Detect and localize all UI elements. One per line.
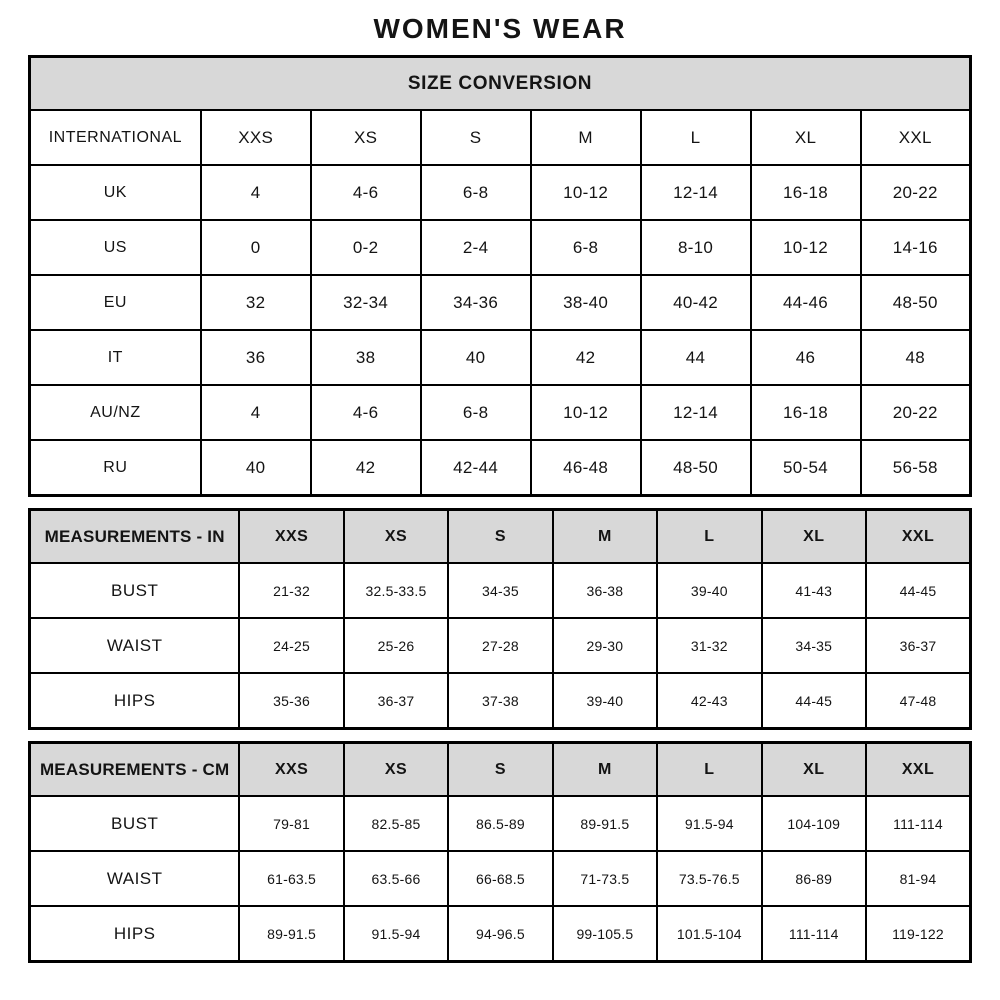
value-cell: S xyxy=(421,110,531,165)
value-cell: 42-43 xyxy=(657,673,761,729)
value-cell: 38 xyxy=(311,330,421,385)
row-label: WAIST xyxy=(30,618,240,673)
row-label: BUST xyxy=(30,563,240,618)
value-cell: 42 xyxy=(311,440,421,496)
value-cell: 40-42 xyxy=(641,275,751,330)
size-column-header: XXL xyxy=(866,743,971,797)
value-cell: 89-91.5 xyxy=(239,906,343,962)
table-row xyxy=(30,275,971,330)
value-cell: 73.5-76.5 xyxy=(657,851,761,906)
value-cell: 21-32 xyxy=(239,563,343,618)
value-cell: 91.5-94 xyxy=(344,906,448,962)
row-label: INTERNATIONAL xyxy=(30,110,201,165)
value-cell: 12-14 xyxy=(641,385,751,440)
value-cell: 6-8 xyxy=(421,165,531,220)
measurements-in-body xyxy=(30,563,971,729)
value-cell: 66-68.5 xyxy=(448,851,552,906)
size-conversion-header-row xyxy=(30,57,971,111)
size-column-header: S xyxy=(448,510,552,564)
value-cell: 29-30 xyxy=(553,618,657,673)
value-cell: 14-16 xyxy=(861,220,971,275)
size-column-header: XS xyxy=(344,510,448,564)
value-cell: 6-8 xyxy=(531,220,641,275)
value-cell: 111-114 xyxy=(762,906,866,962)
value-cell: 39-40 xyxy=(657,563,761,618)
table-row xyxy=(30,563,971,618)
value-cell: 32 xyxy=(201,275,311,330)
value-cell: 46 xyxy=(751,330,861,385)
table-row xyxy=(30,906,971,962)
row-label: EU xyxy=(30,275,201,330)
value-cell: 104-109 xyxy=(762,796,866,851)
table-row xyxy=(30,165,971,220)
value-cell: 119-122 xyxy=(866,906,971,962)
value-cell: 4-6 xyxy=(311,385,421,440)
size-conversion-table xyxy=(28,55,972,497)
value-cell: 31-32 xyxy=(657,618,761,673)
table-row xyxy=(30,220,971,275)
size-column-header: L xyxy=(657,510,761,564)
value-cell: 32.5-33.5 xyxy=(344,563,448,618)
value-cell: 81-94 xyxy=(866,851,971,906)
value-cell: 63.5-66 xyxy=(344,851,448,906)
value-cell: 39-40 xyxy=(553,673,657,729)
value-cell: XXL xyxy=(861,110,971,165)
value-cell: 35-36 xyxy=(239,673,343,729)
table-row xyxy=(30,330,971,385)
value-cell: 4 xyxy=(201,385,311,440)
value-cell: 48-50 xyxy=(861,275,971,330)
row-label: IT xyxy=(30,330,201,385)
value-cell: 6-8 xyxy=(421,385,531,440)
table-row xyxy=(30,851,971,906)
size-column-header: M xyxy=(553,510,657,564)
table-row xyxy=(30,673,971,729)
value-cell: 86-89 xyxy=(762,851,866,906)
value-cell: 48-50 xyxy=(641,440,751,496)
value-cell: 44-45 xyxy=(762,673,866,729)
value-cell: 71-73.5 xyxy=(553,851,657,906)
row-label: WAIST xyxy=(30,851,240,906)
value-cell: 82.5-85 xyxy=(344,796,448,851)
size-column-header: XL xyxy=(762,510,866,564)
value-cell: 79-81 xyxy=(239,796,343,851)
value-cell: 111-114 xyxy=(866,796,971,851)
value-cell: 2-4 xyxy=(421,220,531,275)
value-cell: 34-36 xyxy=(421,275,531,330)
value-cell: 94-96.5 xyxy=(448,906,552,962)
value-cell: 34-35 xyxy=(762,618,866,673)
value-cell: 41-43 xyxy=(762,563,866,618)
value-cell: XS xyxy=(311,110,421,165)
value-cell: 4-6 xyxy=(311,165,421,220)
value-cell: 10-12 xyxy=(531,165,641,220)
row-label: US xyxy=(30,220,201,275)
measurements-cm-body xyxy=(30,796,971,962)
table-row xyxy=(30,440,971,496)
value-cell: XXS xyxy=(201,110,311,165)
value-cell: 48 xyxy=(861,330,971,385)
value-cell: L xyxy=(641,110,751,165)
value-cell: 42 xyxy=(531,330,641,385)
value-cell: 50-54 xyxy=(751,440,861,496)
row-label: AU/NZ xyxy=(30,385,201,440)
value-cell: 16-18 xyxy=(751,165,861,220)
value-cell: 20-22 xyxy=(861,165,971,220)
value-cell: 61-63.5 xyxy=(239,851,343,906)
table-row xyxy=(30,618,971,673)
value-cell: 36-37 xyxy=(866,618,971,673)
value-cell: 37-38 xyxy=(448,673,552,729)
size-conversion-title: SIZE CONVERSION xyxy=(30,57,971,111)
value-cell: 99-105.5 xyxy=(553,906,657,962)
measurements-in-table xyxy=(28,508,972,730)
value-cell: 0-2 xyxy=(311,220,421,275)
table-row xyxy=(30,385,971,440)
value-cell: 36-37 xyxy=(344,673,448,729)
page-title: WOMEN'S WEAR xyxy=(373,13,627,44)
size-column-header: L xyxy=(657,743,761,797)
size-column-header: XXS xyxy=(239,510,343,564)
value-cell: 44-45 xyxy=(866,563,971,618)
value-cell: 8-10 xyxy=(641,220,751,275)
value-cell: 36-38 xyxy=(553,563,657,618)
measurements-in-header-row xyxy=(30,510,971,564)
value-cell: 47-48 xyxy=(866,673,971,729)
value-cell: 20-22 xyxy=(861,385,971,440)
value-cell: 86.5-89 xyxy=(448,796,552,851)
row-label: RU xyxy=(30,440,201,496)
measurements-cm-table xyxy=(28,741,972,963)
value-cell: 38-40 xyxy=(531,275,641,330)
row-label: BUST xyxy=(30,796,240,851)
size-column-header: S xyxy=(448,743,552,797)
value-cell: 56-58 xyxy=(861,440,971,496)
value-cell: 101.5-104 xyxy=(657,906,761,962)
size-chart-sheet xyxy=(28,0,972,963)
value-cell: 46-48 xyxy=(531,440,641,496)
value-cell: 10-12 xyxy=(531,385,641,440)
size-column-header: XL xyxy=(762,743,866,797)
size-column-header: M xyxy=(553,743,657,797)
size-column-header: XS xyxy=(344,743,448,797)
value-cell: 24-25 xyxy=(239,618,343,673)
row-label: HIPS xyxy=(30,673,240,729)
table-row xyxy=(30,796,971,851)
value-cell: 40 xyxy=(201,440,311,496)
measurements-cm-title: MEASUREMENTS - CM xyxy=(30,743,240,797)
row-label: HIPS xyxy=(30,906,240,962)
value-cell: 27-28 xyxy=(448,618,552,673)
value-cell: 10-12 xyxy=(751,220,861,275)
value-cell: XL xyxy=(751,110,861,165)
value-cell: 4 xyxy=(201,165,311,220)
value-cell: 36 xyxy=(201,330,311,385)
value-cell: 89-91.5 xyxy=(553,796,657,851)
value-cell: 91.5-94 xyxy=(657,796,761,851)
value-cell: 0 xyxy=(201,220,311,275)
value-cell: 44-46 xyxy=(751,275,861,330)
value-cell: 44 xyxy=(641,330,751,385)
value-cell: 40 xyxy=(421,330,531,385)
value-cell: 25-26 xyxy=(344,618,448,673)
value-cell: M xyxy=(531,110,641,165)
value-cell: 42-44 xyxy=(421,440,531,496)
row-label: UK xyxy=(30,165,201,220)
size-column-header: XXL xyxy=(866,510,971,564)
value-cell: 32-34 xyxy=(311,275,421,330)
size-conversion-body xyxy=(30,110,971,496)
value-cell: 12-14 xyxy=(641,165,751,220)
value-cell: 34-35 xyxy=(448,563,552,618)
measurements-cm-header-row xyxy=(30,743,971,797)
measurements-in-title: MEASUREMENTS - IN xyxy=(30,510,240,564)
table-row xyxy=(30,110,971,165)
size-column-header: XXS xyxy=(239,743,343,797)
value-cell: 16-18 xyxy=(751,385,861,440)
